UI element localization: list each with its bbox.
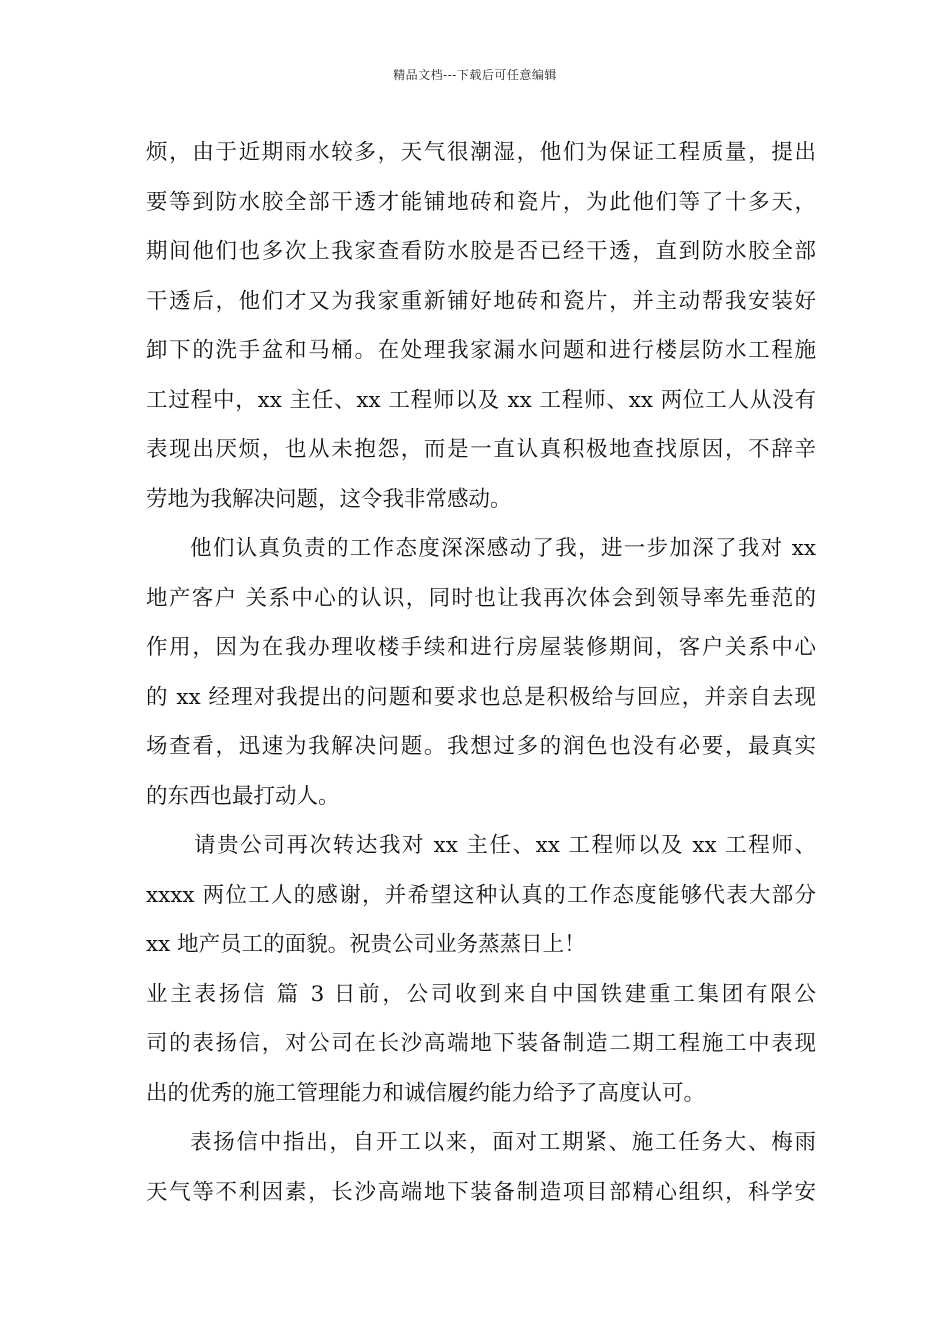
paragraph-first-line: 请贵公司再次转达我对 xx 主任、xx 工程师以及 xx 工程师、	[194, 833, 816, 858]
text-line: 的东西也最打动人。	[146, 783, 340, 809]
text-line: 卸下的洗手盆和马桶。在处理我家漏水问题和进行楼层防水工程施	[146, 338, 816, 363]
text-line: xxxx 两位工人的感谢，并希望这种认真的工作态度能够代表大部分	[146, 882, 816, 908]
paragraph-first-line: 表扬信中指出，自开工以来，面对工期紧、施工任务大、梅雨	[190, 1130, 816, 1155]
text-line: 工过程中，xx 主任、xx 工程师以及 xx 工程师、xx 两位工人从没有	[146, 387, 816, 413]
text-line: 表现出厌烦，也从未抱怨，而是一直认真积极地查找原因，不辞辛	[146, 437, 816, 462]
paragraph-first-line: 他们认真负责的工作态度深深感动了我，进一步加深了我对 xx	[190, 536, 816, 561]
page-header: 精品文档---下载后可任意编辑	[393, 68, 557, 82]
text-line: 要等到防水胶全部干透才能铺地砖和瓷片，为此他们等了十多天，	[146, 189, 816, 215]
text-line: 作用，因为在我办理收楼手续和进行房屋装修期间，客户关系中心	[146, 635, 816, 660]
text-line: 场查看，迅速为我解决问题。我想过多的润色也没有必要，最真实	[146, 734, 816, 759]
text-line: 司的表扬信，对公司在长沙高端地下装备制造二期工程施工中表现	[146, 1031, 816, 1056]
document-body	[146, 128, 816, 1217]
text-line: 的 xx 经理对我提出的问题和要求也总是积极给与回应，并亲自去现	[146, 684, 816, 710]
text-line: 出的优秀的施工管理能力和诚信履约能力给予了高度认可。	[146, 1080, 706, 1106]
text-line: 地产客户 关系中心的认识，同时也让我再次体会到领导率先垂范的	[146, 585, 816, 611]
text-line: xx 地产员工的面貌。祝贵公司业务蒸蒸日上！	[146, 932, 586, 957]
text-line: 烦，由于近期雨水较多，天气很潮湿，他们为保证工程质量，提出	[146, 140, 816, 165]
text-line: 干透后，他们才又为我家重新铺好地砖和瓷片，并主动帮我安装好	[146, 288, 816, 314]
text-line: 劳地为我解决问题，这令我非常感动。	[146, 486, 512, 512]
text-line: 期间他们也多次上我家查看防水胶是否已经干透，直到防水胶全部	[146, 239, 816, 264]
text-line: 天气等不利因素，长沙高端地下装备制造项目部精心组织，科学安	[146, 1179, 816, 1205]
section-heading-line: 业主表扬信 篇 3 日前，公司收到来自中国铁建重工集团有限公	[146, 981, 816, 1007]
